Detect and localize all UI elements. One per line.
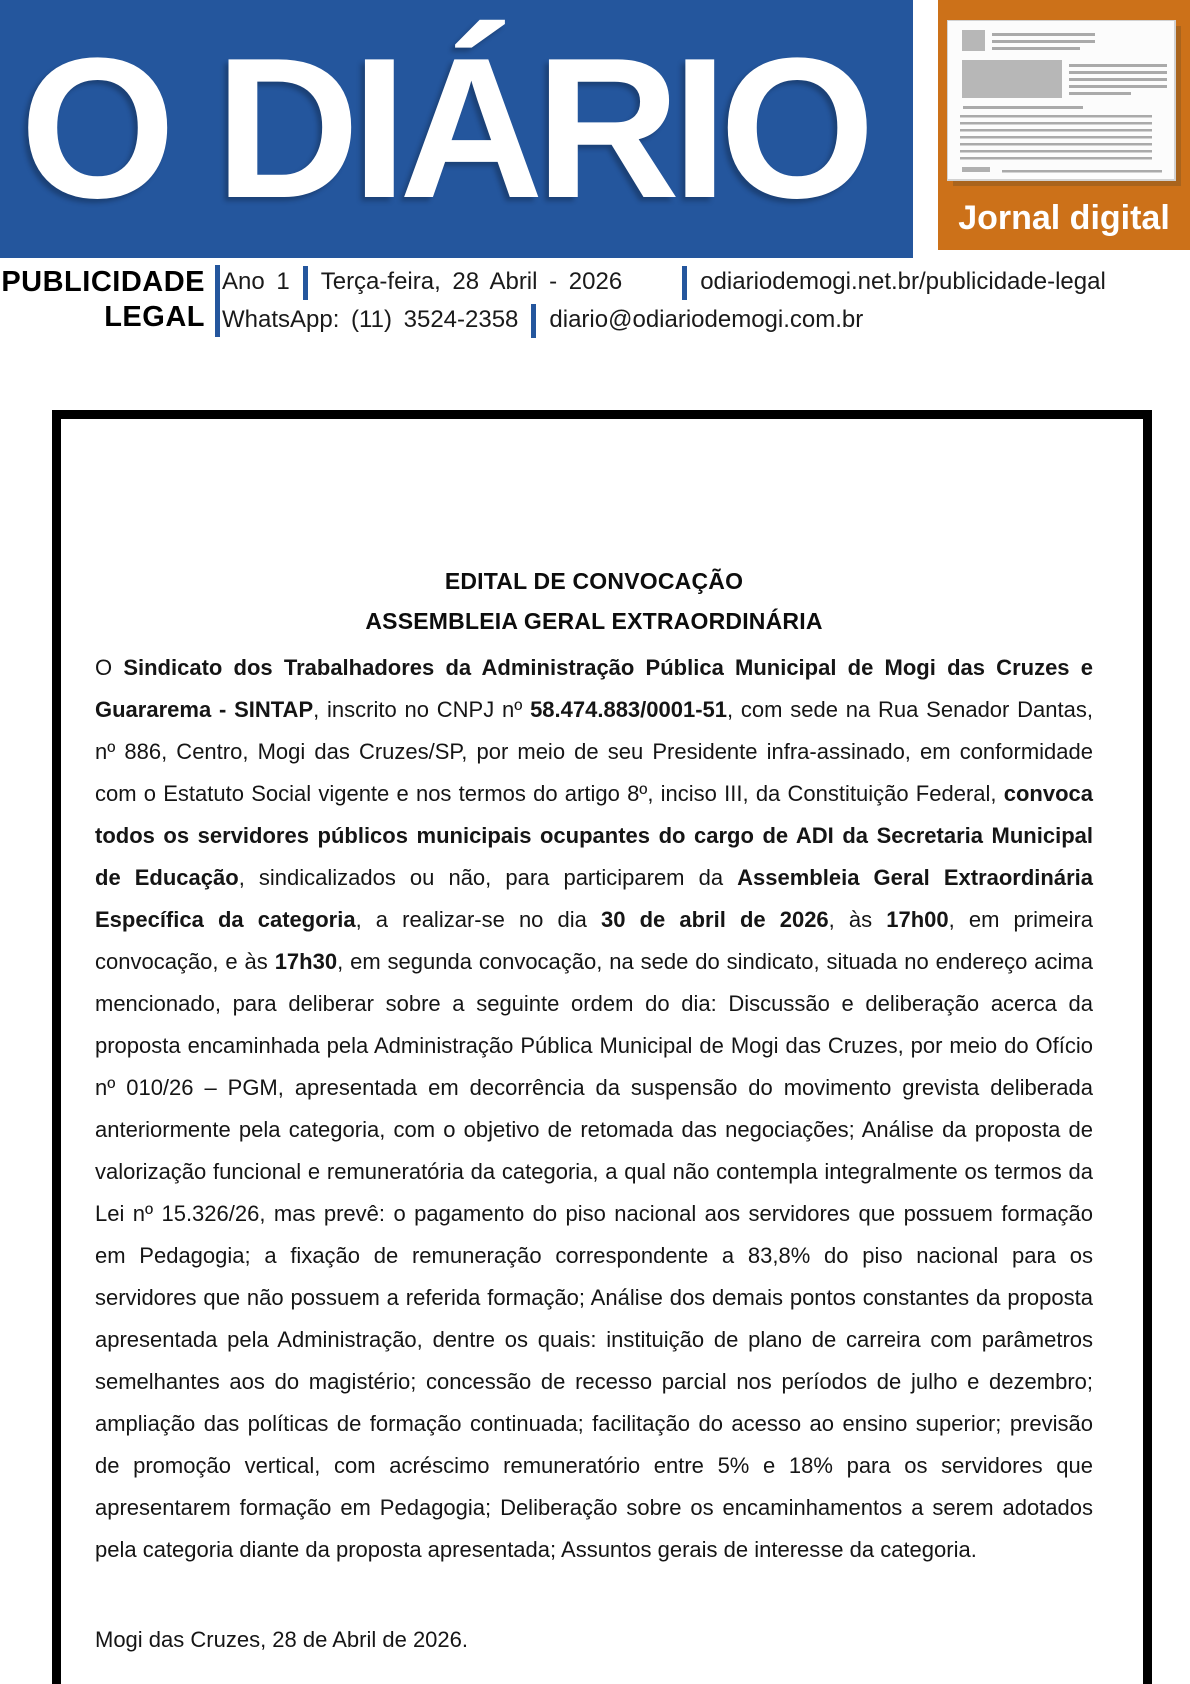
edition-date: Terça-feira, 28 Abril - 2026 bbox=[320, 268, 623, 295]
publicidade-url: odiariodemogi.net.br/publicidade-legal bbox=[700, 268, 1106, 295]
publication-info-row-2 bbox=[222, 301, 1106, 339]
divider-bar bbox=[303, 266, 308, 300]
notice-title-line2: ASSEMBLEIA GERAL EXTRAORDINÁRIA bbox=[365, 608, 823, 634]
email-contact: diario@odiariodemogi.com.br bbox=[549, 306, 864, 333]
notice-dateline: Mogi das Cruzes, 28 de Abril de 2026. bbox=[95, 1627, 469, 1652]
publication-info bbox=[0, 258, 1190, 339]
edition-year: Ano 1 bbox=[222, 268, 290, 295]
whatsapp-contact: WhatsApp: (11) 3524-2358 bbox=[222, 306, 519, 333]
divider-bar bbox=[682, 266, 687, 300]
digital-badge bbox=[938, 0, 1190, 250]
divider-bar bbox=[531, 304, 536, 338]
section-label-line2: LEGAL bbox=[104, 301, 205, 333]
notice-title bbox=[95, 561, 1093, 641]
notice-title-line1: EDITAL DE CONVOCAÇÃO bbox=[444, 568, 744, 594]
logo-text: O DIÁRIO bbox=[20, 17, 868, 240]
notice-body: O Sindicato dos Trabalhadores da Administração Pública Municipal de Mogi das Cruzes e Guararema - SINTAP, inscrito no CNPJ nº 58.474.883/0001-51, com sede na Rua Senador Dantas, nº 886, Centro, Mogi das Cruzes/SP, por meio de seu Presidente infra-assinado, em conformidade com o Estatuto Social vigente e nos termos do artigo 8º, inciso III, da Constituição Federal, convoca todos os servidores públicos municipais ocupantes do cargo de ADI da Secretaria Municipal de Educação, sindicalizados ou não, para participarem da Assembleia Geral Extraordinária Específica da categoria, a realizar-se no dia 30 de abril de 2026, às 17h00, em primeira convocação, e às 17h30, em segunda convocação, na sede do sindicato, situada no endereço acima mencionado, para deliberar sobre a seguinte ordem do dia: Discussão e deliberação acerca da proposta encaminhada pela Administração Pública Municipal de Mogi das Cruzes, por meio do Ofício nº 010/26 – PGM, apresentada em decorrência da suspensão do movimento grevista deliberada anteriormente pela categoria, com o objetivo de retomada das negociações; Análise da proposta de valorização funcional e remuneratória da categoria, a qual não contempla integralmente os termos da Lei nº 15.326/26, mas prevê: o pagamento do piso nacional aos servidores que possuem formação em Pedagogia; a fixação de remuneração correspondente a 83,8% do piso nacional para os servidores que não possuem a referida formação; Análise dos demais pontos constantes da proposta apresentada pela Administração, dentre os quais: instituição de plano de carreira com parâmetros semelhantes aos do magistério; concessão de recesso parcial nos períodos de julho e dezembro; ampliação das políticas de formação continuada; facilitação do acesso ao ensino superior; previsão de promoção vertical, com acréscimo remuneratório entre 5% e 18% para os servidores que apresentarem formação em Pedagogia; Deliberação sobre os encaminhamentos a serem adotados pela categoria diante da proposta apresentada; Assuntos gerais de interesse da categoria. bbox=[95, 655, 1094, 1562]
section-label-line1: PUBLICIDADE bbox=[1, 266, 205, 298]
masthead-blue-bar bbox=[0, 0, 913, 258]
legal-notice-box bbox=[52, 410, 1152, 1684]
section-label bbox=[0, 263, 205, 335]
publication-info-row-1 bbox=[222, 263, 1106, 301]
digital-badge-label: Jornal digital bbox=[958, 199, 1170, 237]
publication-info-columns bbox=[220, 263, 1106, 339]
newspaper-icon bbox=[947, 20, 1181, 186]
